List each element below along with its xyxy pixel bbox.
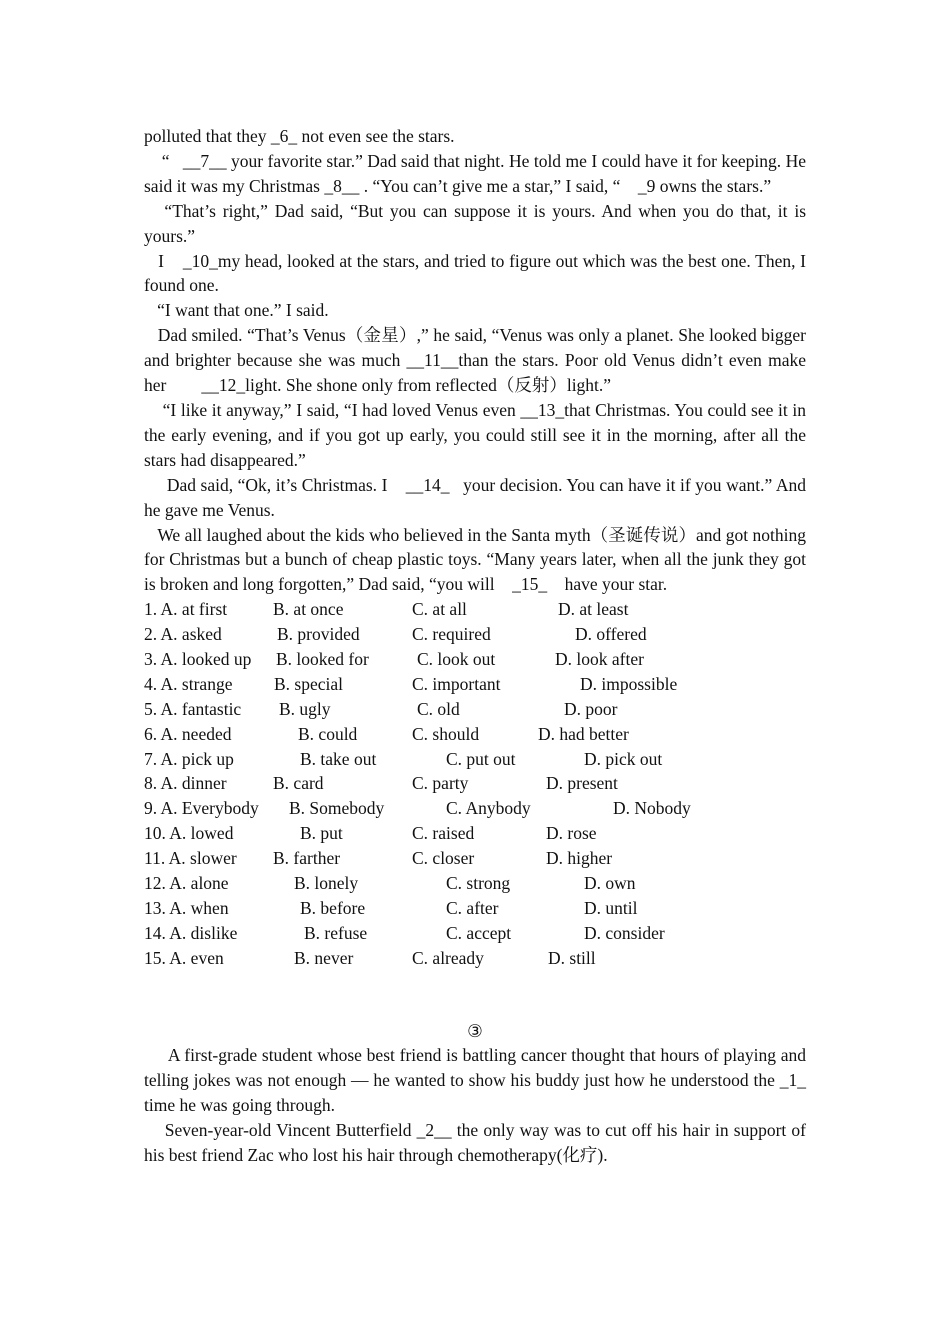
passage-2	[144, 124, 811, 597]
paragraph: “ __7__ your favorite star.” Dad said that night. He told me I could have it for keeping. He said it was my Christmas _8__ . “You can’t give me a star,” I said, “ _9 owns the stars.”	[144, 150, 811, 196]
paragraph: “I want that one.” I said.	[144, 300, 329, 321]
option-row	[144, 647, 806, 672]
option-c: C. after	[446, 897, 499, 918]
option-a: 14. A. dislike	[144, 922, 238, 943]
option-b: B. at once	[273, 599, 344, 620]
option-row	[144, 597, 806, 622]
option-a: 4. A. strange	[144, 673, 233, 694]
option-a: 10. A. lowed	[144, 823, 234, 844]
option-d: D. present	[546, 773, 618, 794]
option-c: C. raised	[412, 823, 475, 844]
option-b: B. farther	[273, 848, 341, 869]
option-a: 7. A. pick up	[144, 748, 234, 769]
paragraph: I _10_my head, looked at the stars, and tried to figure out which was the best one. Then, I found one.	[144, 250, 811, 296]
option-b: B. ugly	[279, 698, 331, 719]
option-c: C. at all	[412, 599, 467, 620]
option-c: C. old	[417, 698, 460, 719]
option-c: C. party	[412, 773, 469, 794]
option-row	[144, 747, 806, 772]
paragraph: “That’s right,” Dad said, “But you can suppose it is yours. And when you do that, it is yours.”	[144, 200, 811, 246]
option-b: B. looked for	[276, 649, 369, 669]
option-b: B. take out	[300, 748, 377, 769]
option-c: C. strong	[446, 873, 511, 894]
option-row	[144, 796, 806, 821]
answer-options	[144, 597, 806, 970]
paragraph: We all laughed about the kids who believed in the Santa myth（圣诞传说）and got nothing for Christmas but a bunch of cheap plastic toys. “Many years later, when all the junk they got is broken and long forgotten,” Dad said, “you will _15_ have your star.	[144, 524, 811, 595]
option-a: 2. A. asked	[144, 624, 222, 645]
option-c: C. look out	[417, 649, 496, 669]
option-d: D. offered	[575, 624, 647, 645]
option-a: 8. A. dinner	[144, 773, 227, 794]
option-row	[144, 846, 806, 871]
paragraph: A first-grade student whose best friend is battling cancer thought that hours of playing and telling jokes was not enough — he wanted to show his buddy just how he understood the _1_ time he was going through.	[144, 1045, 811, 1116]
option-row	[144, 921, 806, 946]
option-row	[144, 697, 806, 722]
option-b: B. card	[273, 773, 324, 794]
section-number: ③	[467, 1020, 483, 1041]
document-page	[144, 124, 811, 1168]
option-c: C. required	[412, 624, 491, 645]
option-row	[144, 771, 806, 796]
option-a: 5. A. fantastic	[144, 698, 242, 719]
option-b: B. provided	[277, 624, 360, 645]
option-a: 13. A. when	[144, 897, 229, 918]
paragraph: polluted that they _6_ not even see the stars.	[144, 126, 455, 146]
option-c: C. Anybody	[446, 798, 531, 819]
option-b: B. before	[300, 897, 366, 918]
option-d: D. until	[584, 897, 638, 918]
option-row	[144, 896, 806, 921]
option-d: D. impossible	[580, 673, 678, 694]
option-d: D. look after	[555, 649, 644, 669]
option-c: C. already	[412, 947, 484, 968]
option-b: B. refuse	[304, 922, 368, 943]
option-b: B. special	[274, 673, 344, 694]
option-d: D. higher	[546, 848, 613, 869]
option-b: B. could	[298, 723, 358, 744]
option-c: C. important	[412, 673, 501, 694]
option-a: 3. A. looked up	[144, 649, 252, 669]
option-b: B. never	[294, 947, 354, 968]
option-b: B. Somebody	[289, 798, 385, 819]
option-row	[144, 672, 806, 697]
option-b: B. put	[300, 823, 343, 844]
paragraph: “I like it anyway,” I said, “I had loved Venus even __13_that Christmas. You could see it in the early evening, and if you got up early, you could still see it in the morning, after all the stars had disappeared.”	[144, 399, 811, 470]
option-d: D. at least	[558, 599, 629, 620]
option-row	[144, 821, 806, 846]
option-c: C. put out	[446, 748, 516, 769]
paragraph: Dad said, “Ok, it’s Christmas. I __14_ your decision. You can have it if you want.” And he gave me Venus.	[144, 474, 811, 520]
paragraph: Dad smiled. “That’s Venus（金星）,” he said, “Venus was only a planet. She looked bigger and brighter because she was much __11__than the stars. Poor old Venus didn’t even make her __12_light. She shone only from reflected（反射）light.”	[144, 325, 811, 396]
option-a: 6. A. needed	[144, 723, 232, 744]
option-c: C. should	[412, 723, 480, 744]
option-row	[144, 946, 806, 971]
option-c: C. accept	[446, 922, 512, 943]
option-c: C. closer	[412, 848, 475, 869]
option-d: D. pick out	[584, 748, 663, 769]
option-d: D. rose	[546, 823, 597, 844]
option-row	[144, 722, 806, 747]
option-d: D. had better	[538, 723, 629, 744]
option-row	[144, 871, 806, 896]
option-a: 9. A. Everybody	[144, 798, 259, 819]
option-b: B. lonely	[294, 873, 359, 894]
paragraph: Seven-year-old Vincent Butterfield _2__ the only way was to cut off his hair in support of his best friend Zac who lost his hair through chemotherapy(化疗).	[144, 1120, 811, 1166]
passage-3	[144, 1043, 811, 1168]
option-d: D. Nobody	[613, 798, 691, 819]
option-a: 11. A. slower	[144, 848, 237, 869]
option-a: 1. A. at first	[144, 599, 228, 620]
option-d: D. consider	[584, 922, 665, 943]
option-d: D. own	[584, 873, 636, 894]
option-d: D. poor	[564, 698, 618, 719]
option-row	[144, 622, 806, 647]
option-a: 12. A. alone	[144, 873, 229, 894]
option-d: D. still	[548, 947, 596, 968]
option-a: 15. A. even	[144, 947, 224, 968]
